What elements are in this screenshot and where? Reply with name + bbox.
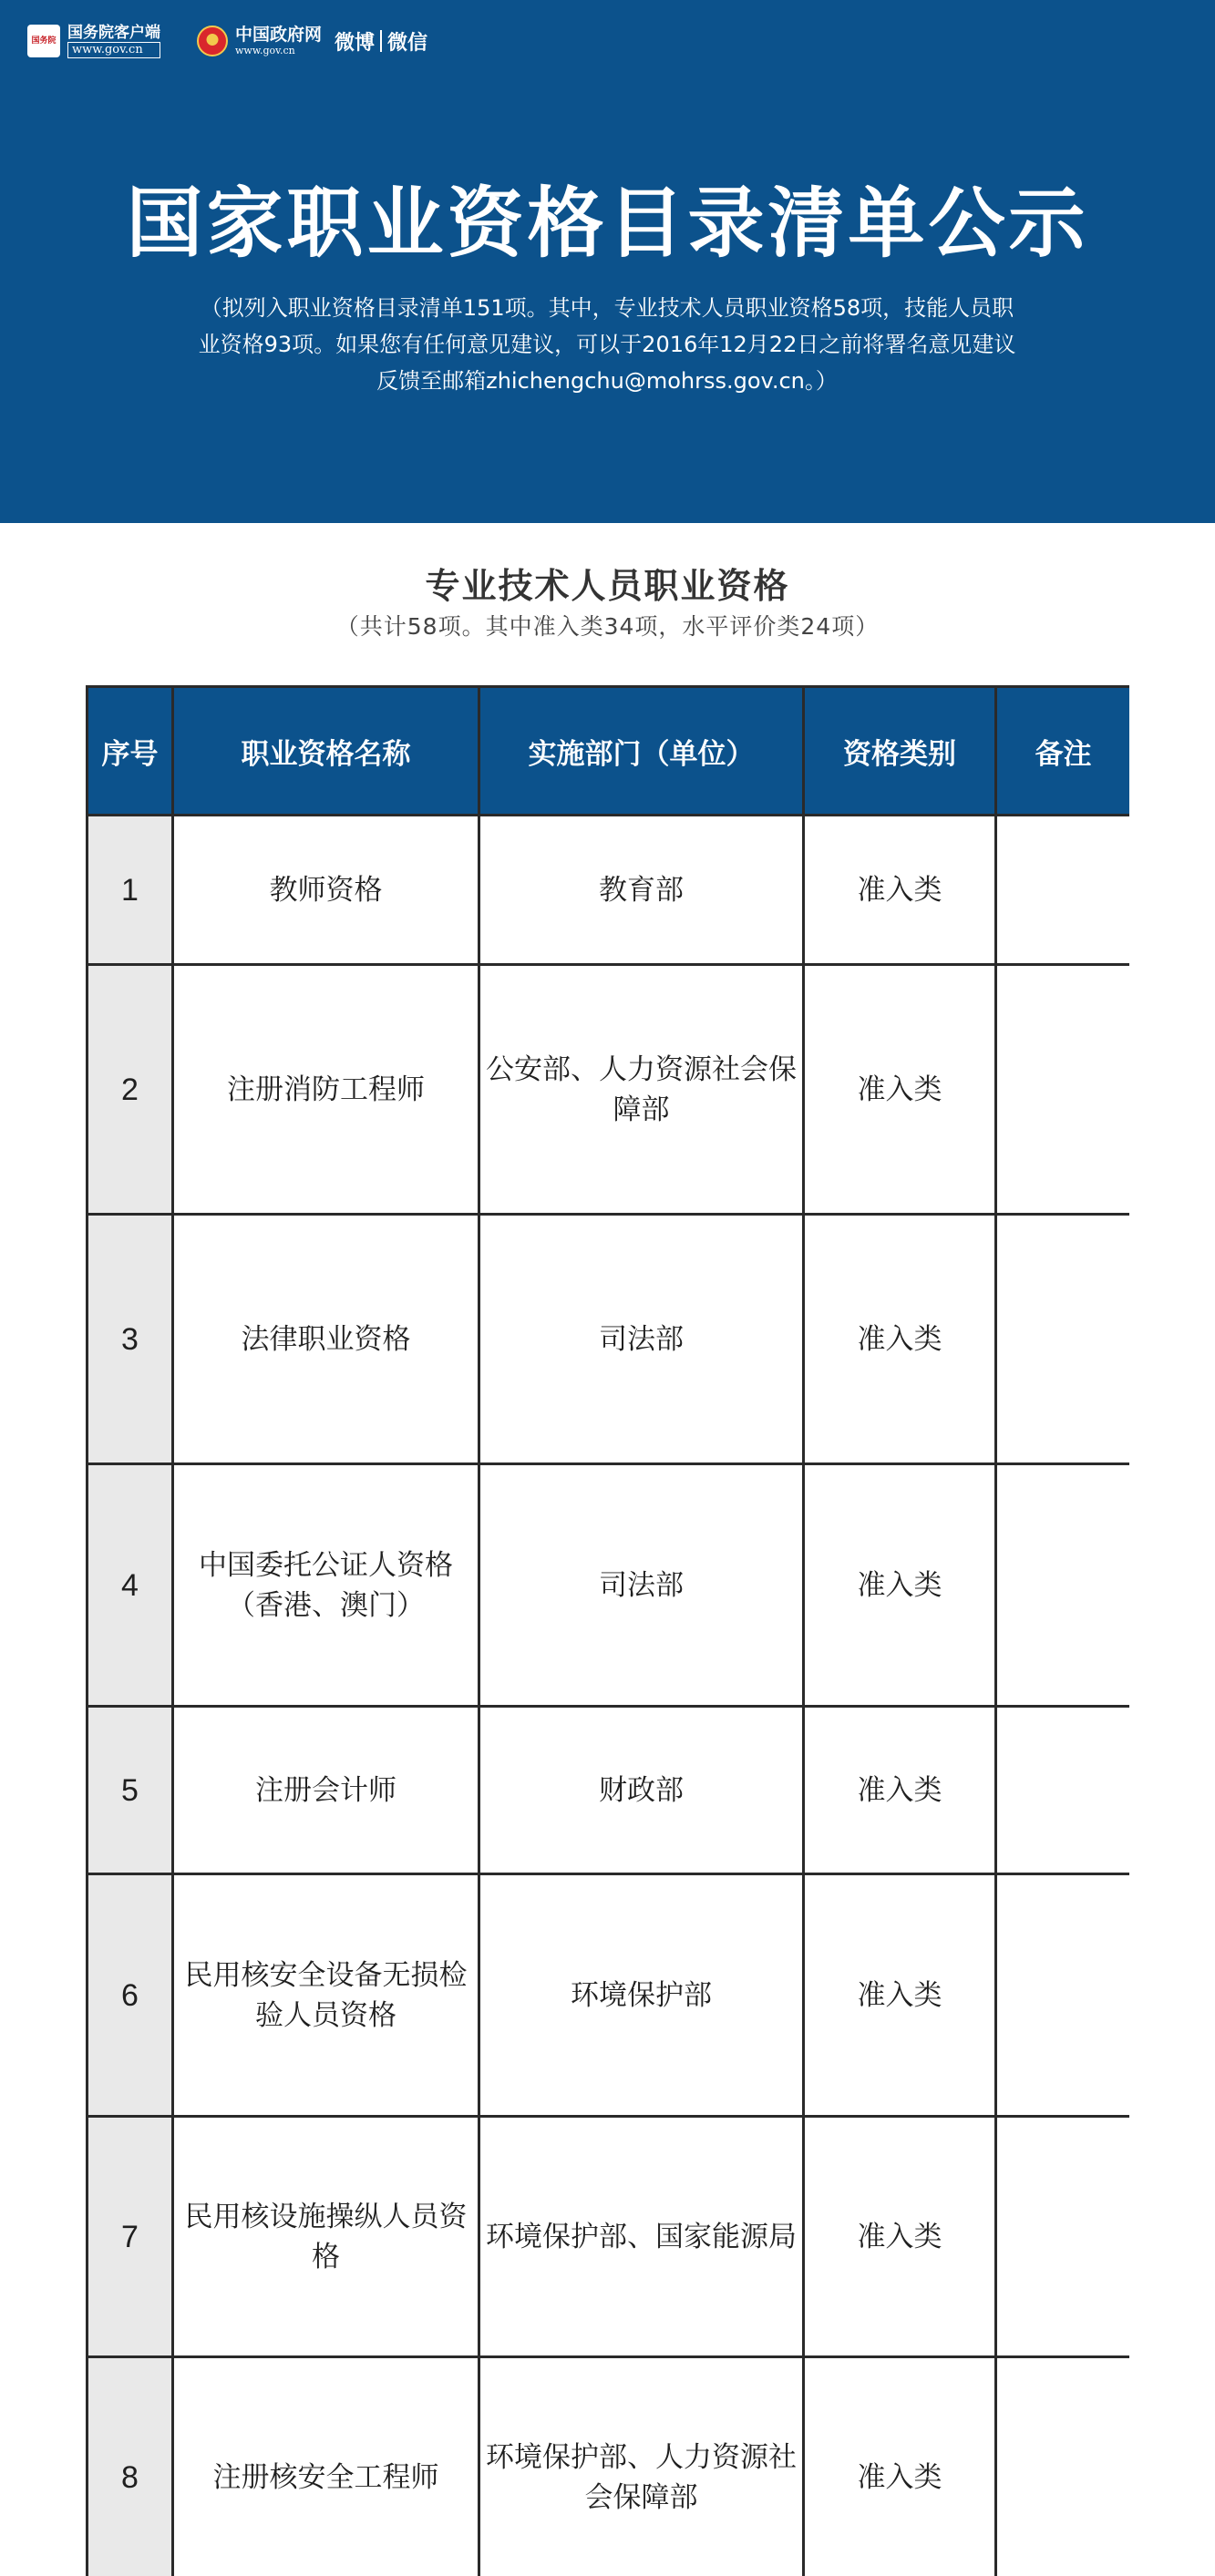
header-dept: 实施部门（单位） xyxy=(479,687,804,816)
row-name: 教师资格 xyxy=(173,816,479,965)
row-no: 1 xyxy=(88,816,173,965)
state-council-client-brand[interactable] xyxy=(27,24,160,58)
national-emblem-icon xyxy=(197,26,228,56)
row-type: 准入类 xyxy=(804,1215,996,1464)
row-dept: 公安部、人力资源社会保障部 xyxy=(479,965,804,1215)
row-type: 准入类 xyxy=(804,965,996,1215)
table-row xyxy=(88,965,1130,1215)
row-type: 准入类 xyxy=(804,1464,996,1707)
row-no: 2 xyxy=(88,965,173,1215)
table-row xyxy=(88,2357,1130,2576)
section-subtitle: （共计58项。其中准入类34项，水平评价类24项） xyxy=(335,613,880,640)
row-name: 民用核安全设备无损检验人员资格 xyxy=(173,1874,479,2117)
row-type: 准入类 xyxy=(804,2357,996,2576)
social-links xyxy=(335,27,427,56)
header-type: 资格类别 xyxy=(804,687,996,816)
brand1-text xyxy=(67,24,160,58)
row-note xyxy=(996,1215,1130,1464)
qualification-table xyxy=(86,685,1129,2576)
header-banner xyxy=(0,0,1215,523)
social-divider xyxy=(380,30,382,52)
table-header-row xyxy=(88,687,1130,816)
row-dept: 司法部 xyxy=(479,1215,804,1464)
row-note xyxy=(996,1464,1130,1707)
gov-cn-brand[interactable] xyxy=(197,25,322,57)
row-no: 7 xyxy=(88,2117,173,2357)
row-note xyxy=(996,816,1130,965)
brand2-url: www.gov.cn xyxy=(235,45,295,56)
row-type: 准入类 xyxy=(804,816,996,965)
top-brand-bar xyxy=(27,20,427,62)
state-council-app-icon: 国务院 xyxy=(27,25,60,57)
table-row xyxy=(88,1874,1130,2117)
table-row xyxy=(88,816,1130,965)
row-dept: 财政部 xyxy=(479,1707,804,1874)
row-note xyxy=(996,965,1130,1215)
row-name: 注册会计师 xyxy=(173,1707,479,1874)
section-title: 专业技术人员职业资格 xyxy=(425,566,790,606)
row-note xyxy=(996,1874,1130,2117)
header-name: 职业资格名称 xyxy=(173,687,479,816)
table-row xyxy=(88,2117,1130,2357)
row-dept: 教育部 xyxy=(479,816,804,965)
table-row xyxy=(88,1464,1130,1707)
row-name: 法律职业资格 xyxy=(173,1215,479,1464)
row-name: 注册消防工程师 xyxy=(173,965,479,1215)
row-dept: 环境保护部、人力资源社会保障部 xyxy=(479,2357,804,2576)
row-no: 8 xyxy=(88,2357,173,2576)
weixin-link[interactable]: 微信 xyxy=(387,31,428,55)
brand2-text xyxy=(235,25,322,57)
row-type: 准入类 xyxy=(804,2117,996,2357)
row-note xyxy=(996,2117,1130,2357)
weibo-link[interactable]: 微博 xyxy=(335,31,376,55)
brand2-name: 中国政府网 xyxy=(235,25,323,45)
qualification-table-wrap xyxy=(86,685,1129,2576)
brand1-url: www.gov.cn xyxy=(67,42,160,58)
header-note: 备注 xyxy=(996,687,1130,816)
row-no: 3 xyxy=(88,1215,173,1464)
row-type: 准入类 xyxy=(804,1874,996,2117)
row-name: 民用核设施操纵人员资格 xyxy=(173,2117,479,2357)
row-dept: 环境保护部、国家能源局 xyxy=(479,2117,804,2357)
brand1-name: 国务院客户端 xyxy=(67,24,160,42)
row-type: 准入类 xyxy=(804,1707,996,1874)
row-note xyxy=(996,2357,1130,2576)
page-title: 国家职业资格目录清单公示 xyxy=(126,179,1089,268)
row-no: 6 xyxy=(88,1874,173,2117)
header-no: 序号 xyxy=(88,687,173,816)
row-note xyxy=(996,1707,1130,1874)
table-row xyxy=(88,1707,1130,1874)
row-no: 5 xyxy=(88,1707,173,1874)
row-name: 中国委托公证人资格（香港、澳门） xyxy=(173,1464,479,1707)
page-note: （拟列入职业资格目录清单151项。其中，专业技术人员职业资格58项，技能人员职业资格93项。如果您有任何意见建议，可以于2016年12月22日之前将署名意见建议反馈至邮箱zhichengchu@mohrss.gov.cn。） xyxy=(198,295,1016,394)
row-no: 4 xyxy=(88,1464,173,1707)
row-dept: 司法部 xyxy=(479,1464,804,1707)
row-name: 注册核安全工程师 xyxy=(173,2357,479,2576)
row-dept: 环境保护部 xyxy=(479,1874,804,2117)
table-row xyxy=(88,1215,1130,1464)
